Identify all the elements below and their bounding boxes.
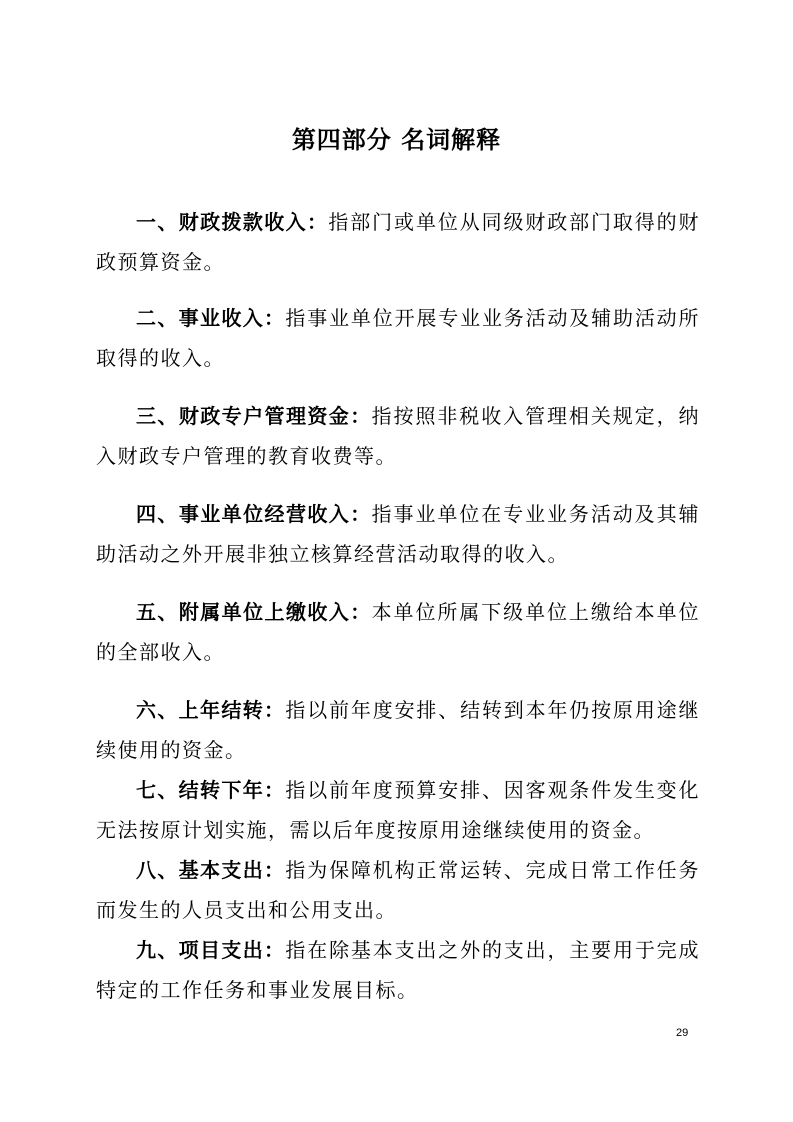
- entry-term: 七、结转下年：: [136, 778, 286, 802]
- entry-term: 二、事业收入：: [136, 306, 286, 330]
- entry-term: 四、事业单位经营收入：: [136, 502, 372, 526]
- entry-business-income: [96, 298, 700, 378]
- entry-text: 指部门或单位从同级财政部门取得的财政预算资金。: [96, 210, 701, 274]
- entry-project-expenditure: [96, 930, 700, 1010]
- entry-text: 指事业单位在专业业务活动及其辅助活动之外开展非独立核算经营活动取得的收入。: [96, 502, 701, 566]
- entry-text: 指按照非税收入管理相关规定，纳入财政专户管理的教育收费等。: [96, 404, 701, 468]
- entry-text: 本单位所属下级单位上缴给本单位的全部收入。: [96, 600, 701, 664]
- page-number: 29: [676, 1027, 689, 1039]
- entry-carryover-next-year: [96, 770, 700, 850]
- entry-subordinate-units-income: [96, 592, 700, 672]
- entry-text: 指事业单位开展专业业务活动及辅助活动所取得的收入。: [96, 306, 701, 370]
- entry-term: 三、财政专户管理资金：: [136, 404, 372, 428]
- entry-term: 九、项目支出：: [136, 938, 286, 962]
- entry-term: 一、财政拨款收入：: [136, 210, 329, 234]
- entry-text: 指在除基本支出之外的支出，主要用于完成特定的工作任务和事业发展目标。: [96, 938, 701, 1002]
- entry-special-account-funds: [96, 396, 700, 476]
- entry-text: 指以前年度预算安排、因客观条件发生变化无法按原计划实施，需以后年度按原用途继续使用的资金。: [96, 778, 701, 842]
- entry-fiscal-appropriation-income: [96, 202, 700, 282]
- entry-text: 指以前年度安排、结转到本年仍按原用途继续使用的资金。: [96, 698, 701, 762]
- page-title: 第四部分 名词解释: [291, 126, 502, 154]
- entry-term: 八、基本支出：: [136, 858, 286, 882]
- entry-term: 六、上年结转：: [136, 698, 286, 722]
- entry-prior-year-carryover: [96, 690, 700, 770]
- entry-basic-expenditure: [96, 850, 700, 930]
- entry-text: 指为保障机构正常运转、完成日常工作任务而发生的人员支出和公用支出。: [96, 858, 701, 922]
- entry-operating-income: [96, 494, 700, 574]
- entry-term: 五、附属单位上缴收入：: [136, 600, 372, 624]
